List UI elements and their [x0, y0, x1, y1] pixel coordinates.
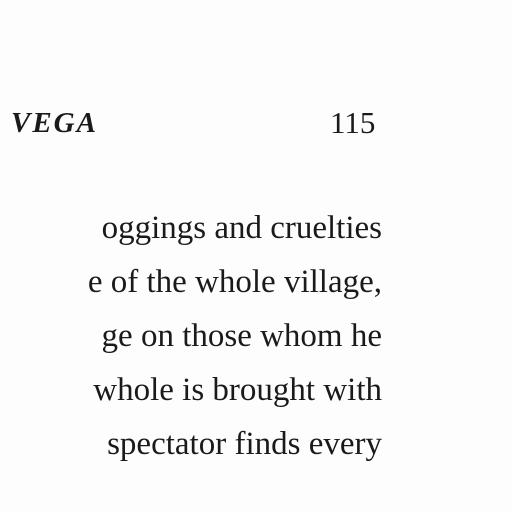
- running-title: VEGA: [11, 107, 98, 139]
- body-text: [0, 201, 382, 471]
- page-number: 115: [330, 105, 376, 140]
- text-line: whole is brought with: [93, 372, 382, 408]
- text-line: oggings and cruelties: [101, 210, 382, 246]
- text-line: spectator finds every: [107, 426, 382, 462]
- text-line: e of the whole village,: [87, 264, 382, 300]
- text-line: ge on those whom he: [101, 318, 382, 354]
